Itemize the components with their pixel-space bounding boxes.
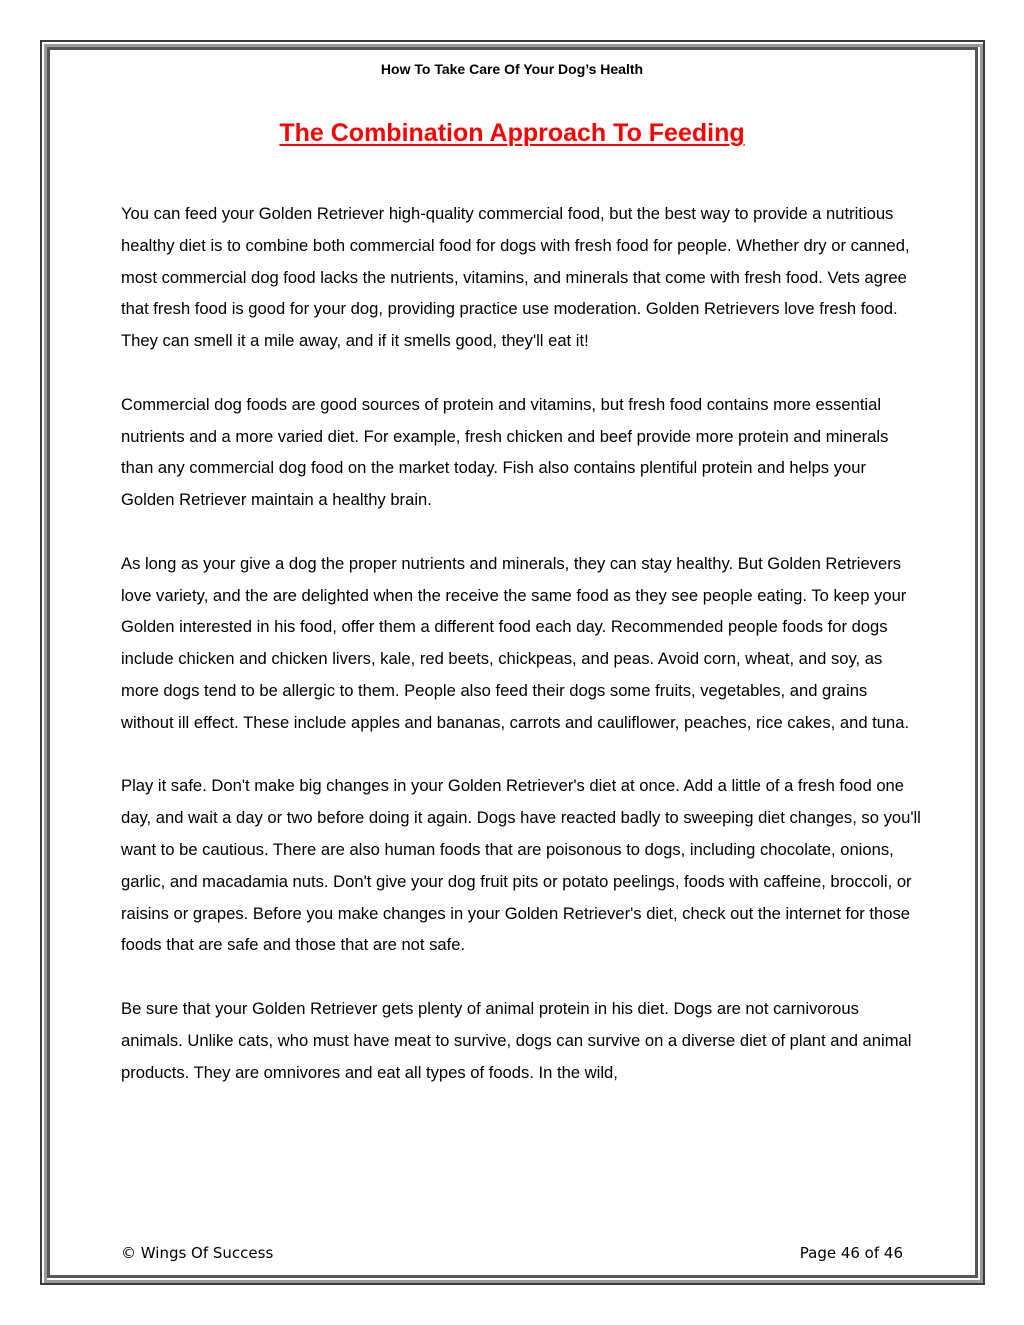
paragraph-4: Play it safe. Don't make big changes in your Golden Retriever's diet at once. Add a little of a fresh food one day, and wait a day or two before doing it again. Dogs have reacted badly to sweeping diet changes, so you'll want to be cautious. There are also human foods that are poisonous to dogs, including chocolate, onions, garlic, and macadamia nuts. Don't give your dog fruit pits or potato peelings, foods with caffeine, broccoli, or raisins or grapes. Before you make changes in your Golden Retriever's diet, check out the internet for those foods that are safe and those that are not safe. xyxy=(121,776,921,955)
paragraph-2: Commercial dog foods are good sources of protein and vitamins, but fresh food contains more essential nutrients and a more varied diet. For example, fresh chicken and beef provide more protein and minerals than any commercial dog food on the market today. Fish also contains plentiful protein and helps your Golden Retriever maintain a healthy brain. xyxy=(121,394,889,510)
paragraph-1: You can feed your Golden Retriever high-quality commercial food, but the best way to provide a nutritious healthy diet is to combine both commercial food for dogs with fresh food for people. Whether dry or canned, most commercial dog food lacks the nutrients, vitamins, and minerals that come with fresh food. Vets agree that fresh food is good for your dog, providing practice use moderation. Golden Retrievers love fresh food. They can smell it a mile away, and if it smells good, they'll eat it! xyxy=(121,204,910,351)
paragraph-3: As long as your give a dog the proper nutrients and minerals, they can stay healthy. But Golden Retrievers love variety, and the are delighted when the receive the same food as they see people eating. To keep your Golden interested in his food, offer them a different food each day. Recommended people foods for dogs include chicken and chicken livers, kale, red beets, chickpeas, and peas. Avoid corn, wheat, and soy, as more dogs tend to be allergic to them. People also feed their dogs some fruits, vegetables, and grains without ill effect. These include apples and bananas, carrots and cauliflower, peaches, rice cakes, and tuna. xyxy=(121,553,910,732)
footer-copyright: © Wings Of Success xyxy=(121,1244,274,1262)
running-header: How To Take Care Of Your Dog’s Health xyxy=(380,61,644,77)
paragraph-5: Be sure that your Golden Retriever gets plenty of animal protein in his diet. Dogs are not carnivorous animals. Unlike cats, who must have meat to survive, dogs can survive on a diverse diet of plant and animal products. They are omnivores and eat all types of foods. In the wild, xyxy=(121,998,912,1082)
article-body xyxy=(121,198,921,1120)
page-title: The Combination Approach To Feeding xyxy=(279,119,745,147)
footer-page-number: Page 46 of 46 xyxy=(799,1244,903,1262)
